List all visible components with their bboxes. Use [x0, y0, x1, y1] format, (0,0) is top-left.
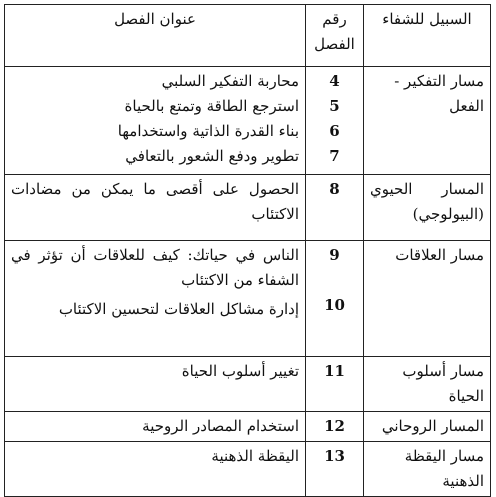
chapter-number-cell	[306, 67, 364, 175]
recovery-paths-table-container	[4, 4, 491, 490]
chapter-number-cell	[306, 357, 364, 412]
header-path: السبيل للشفاء	[364, 5, 491, 67]
chapter-title: اليقظة الذهنية	[211, 447, 299, 465]
table-row	[5, 175, 491, 241]
path-cell: مسار اليقظة الذهنية	[364, 442, 491, 497]
chapter-number: 4	[329, 72, 340, 90]
header-chapter-number: رقم الفصل	[306, 5, 364, 67]
path-cell: مسار التفكير - الفعل	[364, 67, 491, 175]
chapter-number: 9	[329, 246, 340, 264]
chapter-number-cell	[306, 442, 364, 497]
chapter-title: تطوير ودفع الشعور بالتعافي	[125, 147, 299, 165]
chapter-title-cell	[5, 67, 306, 175]
chapter-title: بناء القدرة الذاتية واستخدامها	[117, 122, 299, 140]
chapter-title-cell	[5, 241, 306, 357]
chapter-number: 6	[329, 122, 340, 140]
chapter-number-cell	[306, 175, 364, 241]
chapter-title-cell	[5, 175, 306, 241]
table-row	[5, 442, 491, 497]
table-header-row	[5, 5, 491, 67]
chapter-number: 8	[329, 180, 340, 198]
table-row	[5, 357, 491, 412]
chapter-title: محاربة التفكير السلبي	[161, 72, 299, 90]
chapter-number-cell	[306, 412, 364, 442]
chapter-number: 11	[324, 362, 345, 380]
chapter-number: 10	[324, 296, 345, 314]
path-cell: مسار العلاقات	[364, 241, 491, 357]
recovery-paths-table	[4, 4, 491, 497]
chapter-title-cell	[5, 357, 306, 412]
chapter-title: الناس في حياتك: كيف للعلاقات أن تؤثر في الشفاء من الاكتئاب	[11, 246, 299, 289]
path-cell: المسار الروحاني	[364, 412, 491, 442]
chapter-title: إدارة مشاكل العلاقات لتحسين الاكتئاب	[58, 300, 299, 318]
chapter-title: استرجع الطاقة وتمتع بالحياة	[124, 97, 299, 115]
chapter-title-cell	[5, 442, 306, 497]
chapter-title: تغيير أسلوب الحياة	[181, 362, 299, 380]
chapter-number: 5	[329, 97, 340, 115]
chapter-title: استخدام المصادر الروحية	[142, 417, 299, 435]
chapter-title-cell	[5, 412, 306, 442]
header-chapter-title: عنوان الفصل	[5, 5, 306, 67]
chapter-title: الحصول على أقصى ما يمكن من مضادات الاكتئاب	[11, 180, 299, 223]
chapter-number-cell	[306, 241, 364, 357]
path-cell: المسار الحيوي (البيولوجي)	[364, 175, 491, 241]
table-row	[5, 412, 491, 442]
chapter-number: 13	[324, 447, 345, 465]
table-row	[5, 241, 491, 357]
table-row	[5, 67, 491, 175]
chapter-number: 7	[329, 147, 340, 165]
chapter-number: 12	[324, 417, 345, 435]
path-cell: مسار أسلوب الحياة	[364, 357, 491, 412]
